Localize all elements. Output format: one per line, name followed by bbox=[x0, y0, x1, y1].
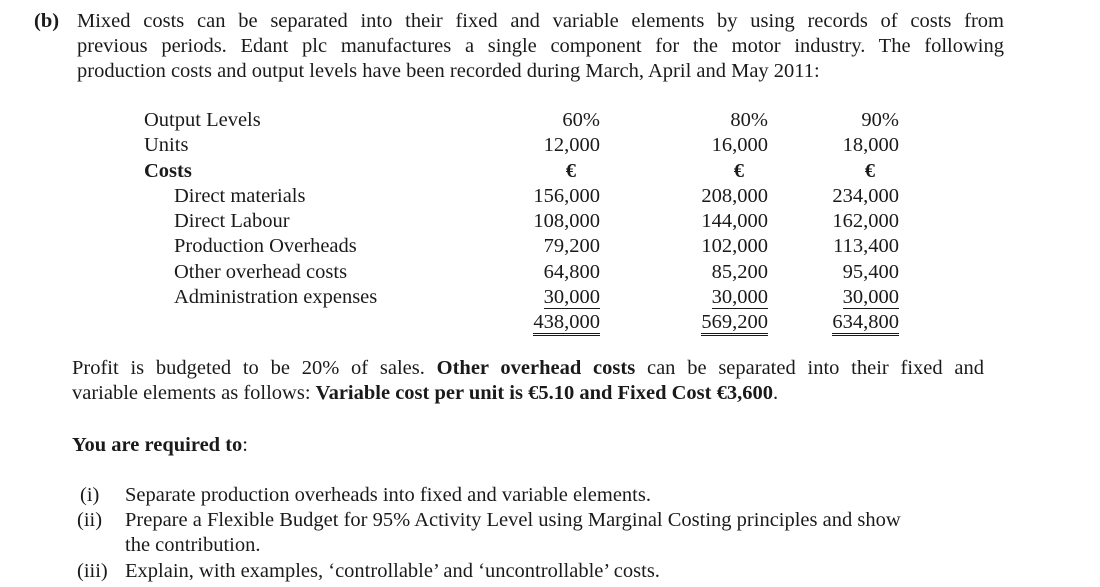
requirement-label: (i) bbox=[80, 484, 100, 506]
row-label-output-levels: Output Levels bbox=[144, 109, 261, 131]
col1-other-overhead-costs: 64,800 bbox=[543, 261, 600, 283]
intro-line: Mixed costs can be separated into their fixed and variable elements by using records of costs from bbox=[77, 10, 1004, 32]
requirement-label: (iii) bbox=[77, 560, 108, 582]
col2-units: 16,000 bbox=[711, 134, 768, 156]
row-label-production-overheads: Production Overheads bbox=[174, 235, 357, 257]
profit-emphasis: Variable cost per unit is €5.10 and Fixed Cost €3,600 bbox=[315, 382, 773, 404]
requirement-item bbox=[72, 483, 972, 508]
col3-production-overheads: 113,400 bbox=[833, 235, 899, 257]
col2-production-overheads: 102,000 bbox=[701, 235, 768, 257]
col2-administration-expenses-value: 30,000 bbox=[711, 286, 768, 308]
col1-administration-expenses-value: 30,000 bbox=[543, 286, 600, 308]
intro-line: previous periods. Edant plc manufactures a single component for the motor industry. The following bbox=[77, 35, 1004, 57]
part-b-text bbox=[77, 9, 1004, 84]
col3-units: 18,000 bbox=[842, 134, 899, 156]
col2-direct-materials: 208,000 bbox=[701, 185, 768, 207]
col1-output-level: 60% bbox=[562, 109, 600, 131]
profit-text: can be separated into their fixed and bbox=[646, 357, 985, 379]
row-label-direct-labour: Direct Labour bbox=[174, 210, 290, 232]
col2-output-level: 80% bbox=[730, 109, 768, 131]
requirements-list bbox=[72, 483, 972, 584]
col1-currency: € bbox=[565, 160, 576, 182]
requirement-item bbox=[72, 558, 972, 584]
required-heading-text: You are required to bbox=[72, 434, 243, 456]
row-label-costs: Costs bbox=[144, 160, 192, 182]
col1-direct-materials: 156,000 bbox=[533, 185, 600, 207]
col3-direct-labour: 162,000 bbox=[832, 210, 899, 232]
col1-total bbox=[524, 310, 600, 335]
col2-total-value: 569,200 bbox=[701, 311, 768, 336]
row-label-direct-materials: Direct materials bbox=[174, 185, 306, 207]
requirement-label: (ii) bbox=[77, 509, 103, 531]
col2-direct-labour: 144,000 bbox=[701, 210, 768, 232]
col3-currency: € bbox=[864, 160, 875, 182]
profit-text: variable elements as follows: bbox=[72, 382, 311, 404]
col2-other-overhead-costs: 85,200 bbox=[711, 261, 768, 283]
col3-other-overhead-costs: 95,400 bbox=[842, 261, 899, 283]
col3-direct-materials: 234,000 bbox=[832, 185, 899, 207]
requirement-text: the contribution. bbox=[125, 534, 261, 556]
col2-total bbox=[692, 310, 768, 335]
profit-emphasis: Other overhead costs bbox=[436, 357, 636, 379]
col1-direct-labour: 108,000 bbox=[533, 210, 600, 232]
row-label-administration-expenses: Administration expenses bbox=[174, 286, 378, 308]
profit-line-2 bbox=[72, 381, 984, 406]
profit-text: . bbox=[772, 382, 779, 404]
col1-total-value: 438,000 bbox=[533, 311, 600, 336]
requirement-text: Prepare a Flexible Budget for 95% Activity Level using Marginal Costing principles and show bbox=[125, 509, 901, 531]
profit-text: Profit is budgeted to be 20% of sales. bbox=[72, 357, 425, 379]
profit-paragraph bbox=[72, 356, 984, 406]
requirement-item bbox=[72, 508, 972, 558]
col3-administration-expenses bbox=[824, 285, 899, 310]
part-b-label: (b) bbox=[34, 10, 60, 32]
required-heading bbox=[72, 433, 248, 458]
profit-line-1 bbox=[72, 356, 984, 381]
col2-currency: € bbox=[733, 160, 744, 182]
row-label-other-overhead-costs: Other overhead costs bbox=[174, 261, 348, 283]
col3-total bbox=[823, 310, 899, 335]
requirement-text: Separate production overheads into fixed and variable elements. bbox=[125, 484, 651, 506]
col1-production-overheads: 79,200 bbox=[543, 235, 600, 257]
row-label-units: Units bbox=[144, 134, 189, 156]
col3-administration-expenses-value: 30,000 bbox=[842, 286, 899, 308]
col3-output-level: 90% bbox=[861, 109, 899, 131]
required-heading-colon: : bbox=[242, 434, 248, 456]
part-b-intro bbox=[34, 9, 1004, 84]
intro-line: production costs and output levels have been recorded during March, April and May 2011: bbox=[77, 60, 820, 82]
col1-administration-expenses bbox=[529, 285, 600, 310]
col3-total-value: 634,800 bbox=[832, 311, 899, 336]
col2-administration-expenses bbox=[693, 285, 768, 310]
requirement-text: Explain, with examples, ‘controllable’ and ‘uncontrollable’ costs. bbox=[125, 560, 660, 582]
col1-units: 12,000 bbox=[543, 134, 600, 156]
